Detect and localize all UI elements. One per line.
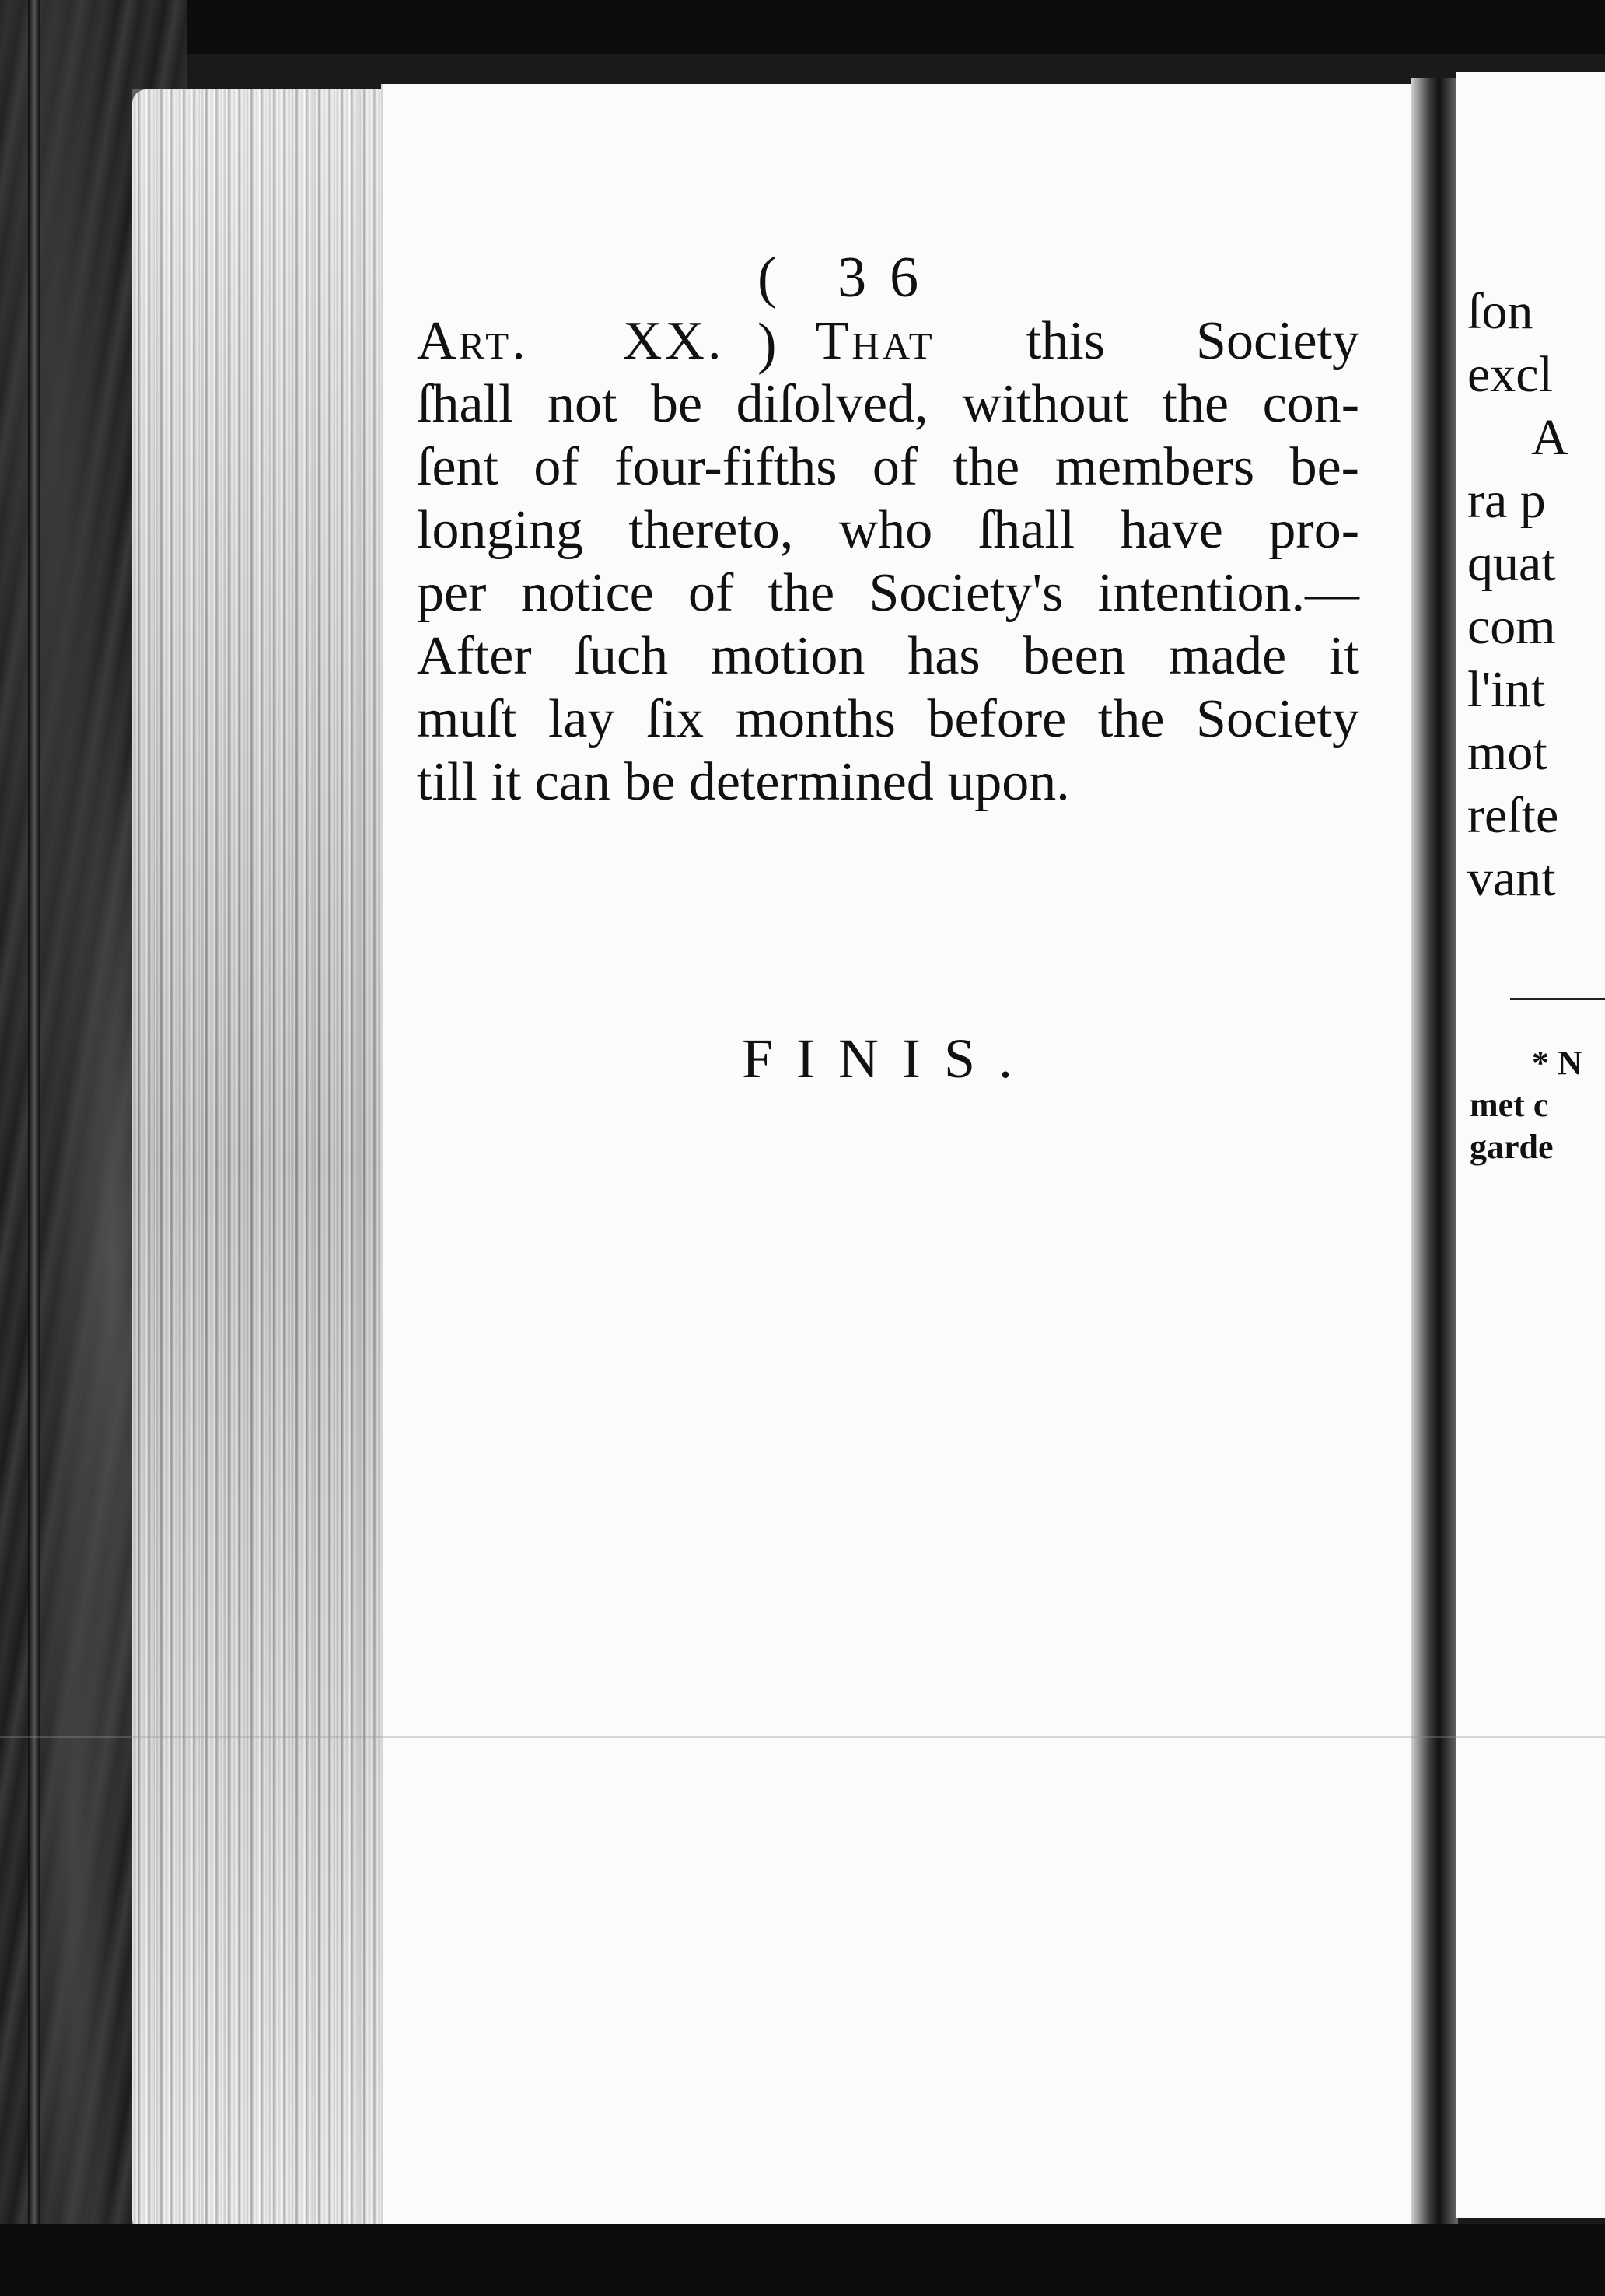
right-line-6: com (1467, 598, 1556, 655)
article-line-4: longing thereto, who ſhall have pro- (417, 500, 1359, 560)
article-line-6: After ſuch motion has been made it (417, 626, 1359, 686)
article-line-8: till it can be determined upon. (417, 752, 1070, 812)
right-page-text (1467, 280, 1605, 910)
page-edges-stack (132, 89, 389, 2236)
right-line-7: l'int (1467, 661, 1545, 718)
scan-bottom-border (0, 2224, 1605, 2296)
right-line-1: ſon (1467, 283, 1533, 340)
right-line-3: A (1531, 409, 1568, 466)
scan-top-border (0, 0, 1605, 54)
finis-heading: FINIS. (742, 1027, 1037, 1090)
footnote-line-3: garde (1470, 1128, 1554, 1166)
article-lead-word: That (815, 311, 935, 371)
book-cover-edge (28, 0, 40, 2296)
right-footnote (1470, 1042, 1605, 1168)
article-line-2: ſhall not be diſolved, without the con- (417, 374, 1359, 434)
footnote-line-2: met c (1470, 1086, 1549, 1124)
right-line-9: reſte (1467, 787, 1559, 844)
footnote-line-1: * N (1532, 1044, 1582, 1082)
scan-artifact-line (0, 1736, 1605, 1738)
right-line-8: mot (1467, 724, 1547, 781)
article-line-3: ſent of four-fifths of the members be- (417, 437, 1359, 497)
article-line-1-text: this Society (1026, 311, 1360, 371)
article-line-7: muſt lay ſix months before the Society (417, 689, 1359, 749)
right-line-10: vant (1467, 850, 1556, 907)
article-line-1 (417, 310, 1359, 373)
article-xx (417, 310, 1359, 814)
article-line-5: per notice of the Society's intention.— (417, 563, 1359, 623)
right-line-2: excl (1467, 346, 1553, 403)
footnote-rule (1510, 998, 1605, 1000)
book-gutter (1411, 78, 1458, 2232)
right-line-5: quat (1467, 535, 1556, 592)
page-number: ( 36 ) (757, 246, 942, 376)
article-label: Art. XX. (417, 311, 725, 371)
right-line-4: ra p (1467, 472, 1546, 529)
